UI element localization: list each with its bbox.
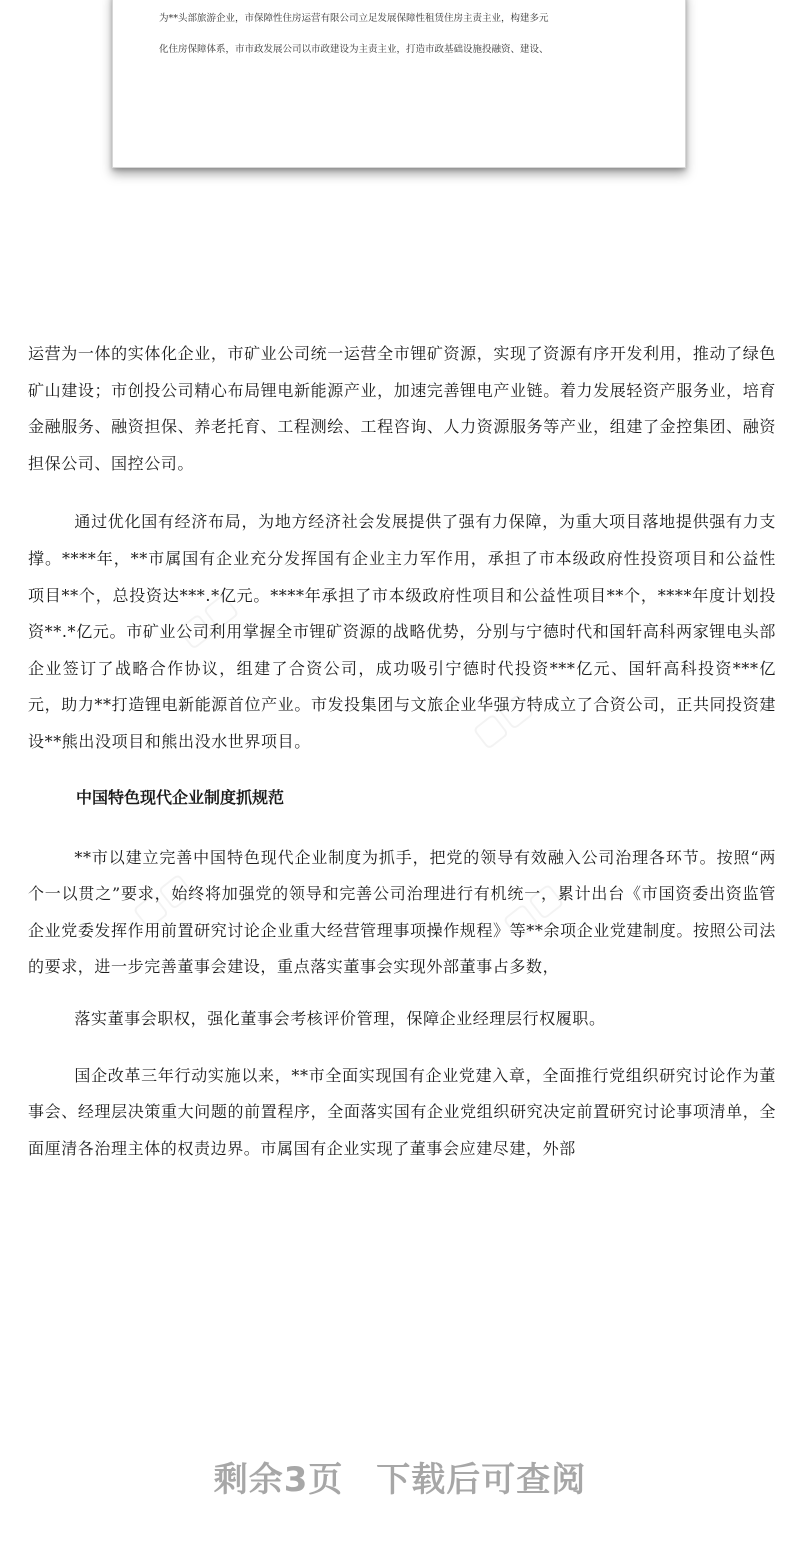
watermark-logo: ▢▢ xyxy=(494,874,570,946)
watermark-logo: ▢▢ xyxy=(464,684,540,756)
body-paragraph: **市以建立完善中国特色现代企业制度为抓手，把党的领导有效融入公司治理各环节。按照“两个一以贯之”要求，始终将加强党的领导和完善公司治理进行有机统一，累计出台《市国资委出资监管企业党委发挥作用前置研究讨论企业重大经营管理事项操作规程》等**余项企业党建制度。按照公司法的要求，进一步完善董事会建设，重点落实董事会实现外部董事占多数， xyxy=(28,847,776,977)
body-paragraph: 落实董事会职权，强化董事会考核评价管理，保障企业经理层行权履职。 xyxy=(74,1008,606,1028)
watermark-logo: ▢▢ xyxy=(169,584,245,656)
watermark-logo: ▢▢ xyxy=(124,864,200,936)
preview-card-line: 为**头部旅游企业，市保障性住房运营有限公司立足发展保障性租赁住房主责主业，构建多元 xyxy=(159,13,549,24)
preview-page-card xyxy=(112,0,686,168)
remaining-pages-banner[interactable]: 剩余3页 下载后可查阅 xyxy=(213,1460,587,1500)
preview-card-line: 化住房保障体系，市市政发展公司以市政建设为主责主业，打造市政基础设施投融资、建设、 xyxy=(159,44,549,55)
document-body xyxy=(28,336,776,1167)
body-paragraph: 通过优化国有经济布局，为地方经济社会发展提供了强有力保障，为重大项目落地提供强有力支撑。****年，**市属国有企业充分发挥国有企业主力军作用，承担了市本级政府性投资项目和公益性项目**个，总投资达***.*亿元。****年承担了市本级政府性项目和公益性项目**个，****年度计划投资**.*亿元。市矿业公司利用掌握全市锂矿资源的战略优势，分别与宁德时代和国轩高科两家锂电头部企业签订了战略合作协议，组建了合资公司，成功吸引宁德时代投资***亿元、国轩高科投资***亿元，助力**打造锂电新能源首位产业。市发投集团与文旅企业华强方特成立了合资公司，正共同投资建设**熊出没项目和熊出没水世界项目。 xyxy=(28,512,776,751)
section-heading: 中国特色现代企业制度抓规范 xyxy=(76,787,285,807)
body-paragraph: 国企改革三年行动实施以来，**市全面实现国有企业党建入章，全面推行党组织研究讨论作为董事会、经理层决策重大问题的前置程序，全面落实国有企业党组织研究决定前置研究讨论事项清单，全面厘清各治理主体的权责边界。市属国有企业实现了董事会应建尽建，外部 xyxy=(28,1065,776,1158)
body-paragraph: 运营为一体的实体化企业，市矿业公司统一运营全市锂矿资源，实现了资源有序开发利用，推动了绿色矿山建设；市创投公司精心布局锂电新能源产业，加速完善锂电产业链。着力发展轻资产服务业，培育金融服务、融资担保、养老托育、工程测绘、工程咨询、人力资源服务等产业，组建了金控集团、融资担保公司、国控公司。 xyxy=(28,344,776,473)
